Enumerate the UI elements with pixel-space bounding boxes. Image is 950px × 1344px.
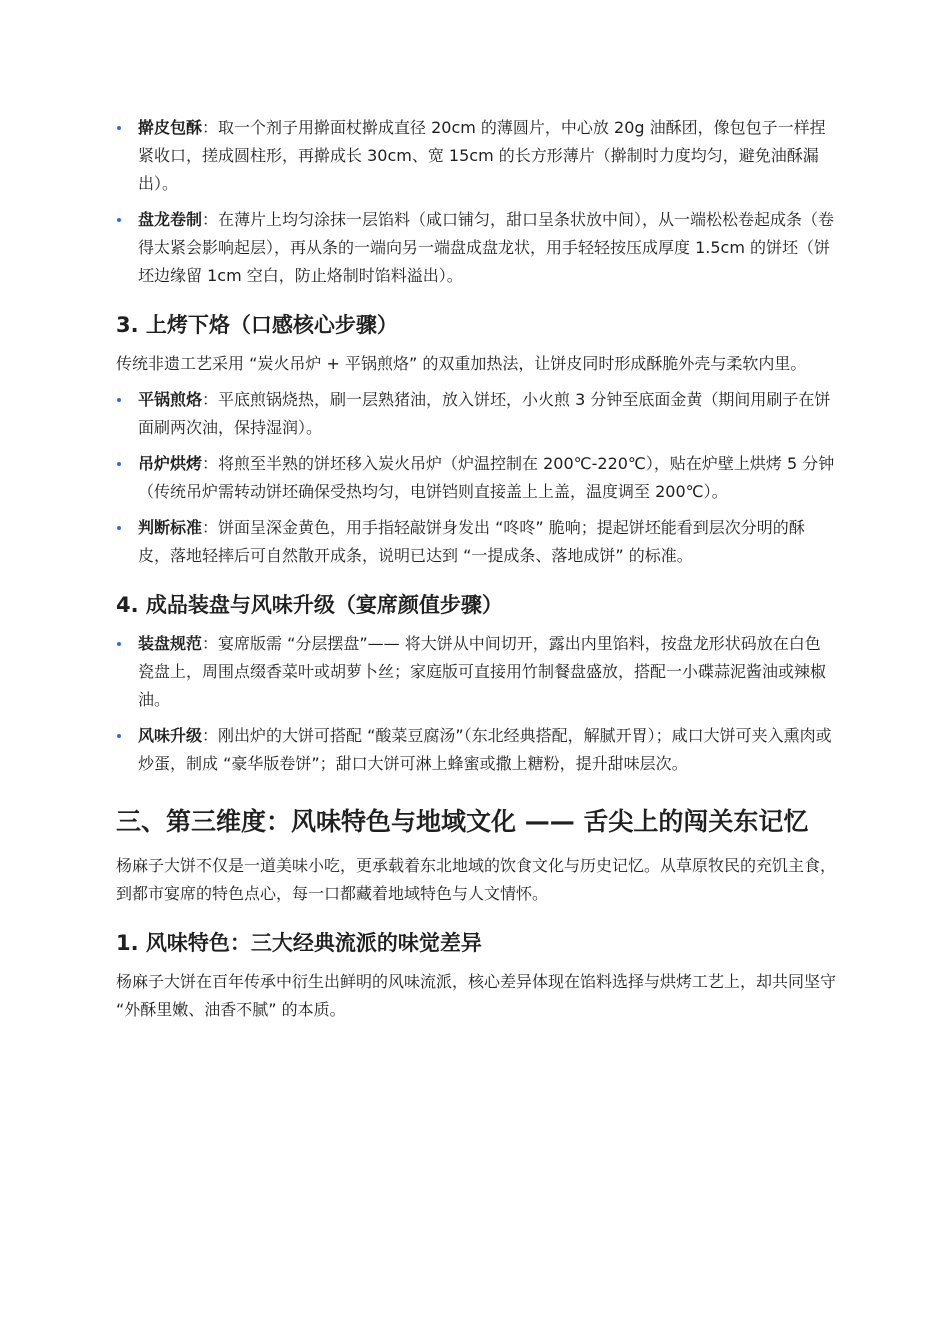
- section3-intro: 杨麻子大饼不仅是一道美味小吃，更承载着东北地域的饮食文化与历史记忆。从草原牧民的充饥主食，到都市宴席的特色点心，每一口都藏着地域特色与人文情怀。: [116, 856, 837, 903]
- list-item: [116, 514, 836, 570]
- list-item: [116, 630, 836, 714]
- step3-heading: 3. 上烤下烙（口感核心步骤）: [116, 313, 398, 337]
- list-item-term: 擀皮包酥: [138, 118, 203, 137]
- list-item: [116, 722, 836, 778]
- list-item-term: 装盘规范: [138, 634, 203, 653]
- list-item-text: ：宴席版需 “分层摆盘”—— 将大饼从中间切开，露出内里馅料，按盘龙形状码放在白色瓷盘上，周围点缀香菜叶或胡萝卜丝；家庭版可直接用竹制餐盘盛放，搭配一小碟蒜泥酱油或辣椒油。: [138, 634, 827, 709]
- section3-heading: 三、第三维度：风味特色与地域文化 —— 舌尖上的闯关东记忆: [116, 807, 809, 836]
- list-item-text: ：在薄片上均匀涂抹一层馅料（咸口铺匀，甜口呈条状放中间），从一端松松卷起成条（卷得太紧会影响起层），再从条的一端向另一端盘成盘龙状，用手轻轻按压成厚度 1.5cm 的饼坯（饼坯边缘留 1cm 空白，防止烙制时馅料溢出）。: [138, 210, 835, 285]
- rolling-steps-list: [116, 114, 836, 290]
- document-content: [116, 114, 836, 1032]
- list-item: [116, 450, 836, 506]
- step3-intro: 传统非遗工艺采用 “炭火吊炉 + 平锅煎烙” 的双重加热法，让饼皮同时形成酥脆外壳与柔软内里。: [116, 354, 807, 373]
- list-item: [116, 206, 836, 290]
- list-item-term: 判断标准: [138, 518, 203, 537]
- list-item-term: 平锅煎烙: [138, 390, 203, 409]
- list-item-text: ：取一个剂子用擀面杖擀成直径 20cm 的薄圆片，中心放 20g 油酥团，像包包子一样捏紧收口，搓成圆柱形，再擀成长 30cm、宽 15cm 的长方形薄片（擀制时力度均匀，避免油酥漏出）。: [138, 118, 826, 193]
- list-item-text: ：平底煎锅烧热，刷一层熟猪油，放入饼坯，小火煎 3 分钟至底面金黄（期间用刷子在饼面刷两次油，保持湿润）。: [138, 390, 831, 437]
- step3-list: [116, 386, 836, 570]
- list-item: [116, 386, 836, 442]
- section3-sub1-heading: 1. 风味特色：三大经典流派的味觉差异: [116, 931, 482, 955]
- step4-list: [116, 630, 836, 778]
- list-item-text: ：刚出炉的大饼可搭配 “酸菜豆腐汤”（东北经典搭配，解腻开胃）；咸口大饼可夹入熏肉或炒蛋，制成 “豪华版卷饼”；甜口大饼可淋上蜂蜜或撒上糖粉，提升甜味层次。: [138, 726, 832, 773]
- step4-heading: 4. 成品装盘与风味升级（宴席颜值步骤）: [116, 593, 503, 617]
- list-item: [116, 114, 836, 198]
- list-item-term: 风味升级: [138, 726, 203, 745]
- list-item-term: 盘龙卷制: [138, 210, 203, 229]
- section3-sub1-text: 杨麻子大饼在百年传承中衍生出鲜明的风味流派，核心差异体现在馅料选择与烘烤工艺上，却共同坚守 “外酥里嫩、油香不腻” 的本质。: [116, 972, 837, 1019]
- list-item-term: 吊炉烘烤: [138, 454, 203, 473]
- list-item-text: ：将煎至半熟的饼坯移入炭火吊炉（炉温控制在 200℃-220℃），贴在炉壁上烘烤 5 分钟（传统吊炉需转动饼坯确保受热均匀，电饼铛则直接盖上上盖，温度调至 200℃）。: [138, 454, 835, 501]
- list-item-text: ：饼面呈深金黄色，用手指轻敲饼身发出 “咚咚” 脆响；提起饼坯能看到层次分明的酥皮，落地轻摔后可自然散开成条，说明已达到 “一提成条、落地成饼” 的标准。: [138, 518, 805, 565]
